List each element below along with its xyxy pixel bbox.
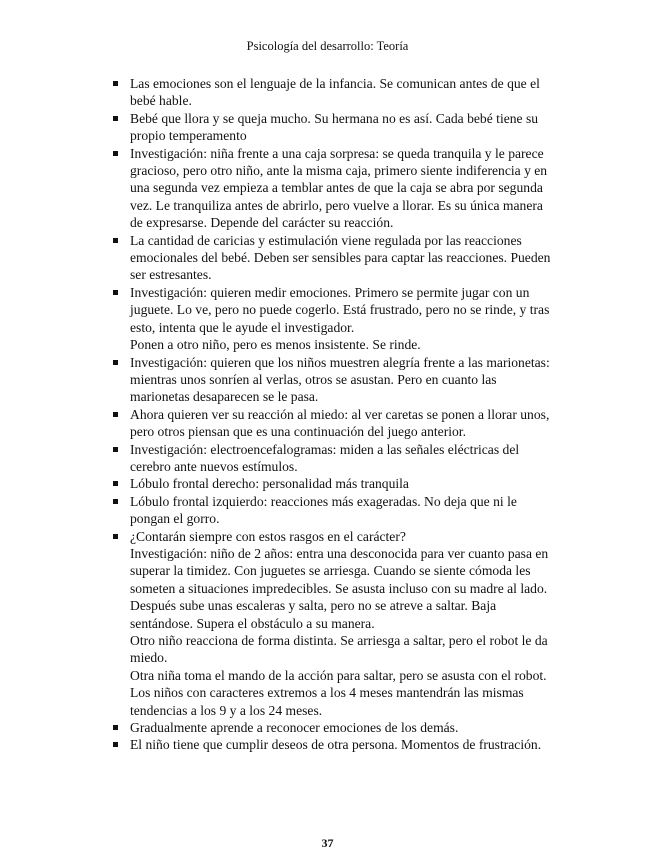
square-bullet-icon	[113, 534, 118, 539]
square-bullet-icon	[113, 725, 118, 730]
bullet-text: Otro niño reacciona de forma distinta. Se arriesga a saltar, pero el robot le da miedo.	[130, 633, 548, 666]
bullet-text: Investigación: quieren que los niños muestren alegría frente a las marionetas: mientras unos sonríen al verlas, otros se asustan. Pero en cuanto las marionetas desaparecen se le pasa.	[130, 354, 550, 405]
bullet-item	[112, 284, 552, 354]
bullet-text: Investigación: niño de 2 años: entra una desconocida para ver cuanto pasa en superar la timidez. Con juguetes se arriesga. Cuando se siente cómoda les someten a situaciones impredecibles. Se asusta incluso con su madre al lado. Después sube unas escaleras y salta, pero no se atreve a saltar. Baja sentándose. Supera el obstáculo a su manera.	[130, 545, 549, 631]
square-bullet-icon	[113, 742, 118, 747]
square-bullet-icon	[113, 360, 118, 365]
bullet-text: Investigación: electroencefalogramas: miden a las señales eléctricas del cerebro ante nuevos estímulos.	[130, 441, 520, 474]
bullet-text: Ahora quieren ver su reacción al miedo: al ver caretas se ponen a llorar unos, pero otros piensan que es una continuación del juego anterior.	[130, 406, 550, 440]
page-content	[112, 75, 552, 754]
bullet-list	[112, 75, 552, 754]
bullet-item	[112, 719, 552, 736]
square-bullet-icon	[113, 499, 118, 504]
bullet-item	[112, 736, 552, 753]
square-bullet-icon	[113, 151, 118, 156]
bullet-text: Ponen a otro niño, pero es menos insistente. Se rinde.	[130, 337, 421, 353]
bullet-text: Investigación: niña frente a una caja sorpresa: se queda tranquila y le parece gracioso, pero otro niño, ante la misma caja, primero siente indiferencia y en una segunda vez empieza a temblar antes de que la caja se abra por segunda vez. Le tranquiliza antes de abrirlo, pero vuelve a llorar. Es su única manera de expresarse. Depende del carácter su reacción.	[130, 145, 548, 231]
page-header: Psicología del desarrollo: Teoría	[246, 39, 409, 53]
square-bullet-icon	[113, 412, 118, 417]
bullet-text: El niño tiene que cumplir deseos de otra persona. Momentos de frustración.	[130, 737, 542, 753]
bullet-item	[112, 493, 552, 528]
square-bullet-icon	[113, 116, 118, 121]
bullet-item	[112, 110, 552, 145]
bullet-item	[112, 528, 552, 719]
square-bullet-icon	[113, 290, 118, 295]
bullet-text: Lóbulo frontal derecho: personalidad más tranquila	[130, 476, 409, 492]
bullet-item	[112, 145, 552, 232]
square-bullet-icon	[113, 447, 118, 452]
bullet-text: Las emociones son el lenguaje de la infancia. Se comunican antes de que el bebé hable.	[130, 76, 540, 109]
bullet-item	[112, 406, 552, 441]
bullet-text: ¿Contarán siempre con estos rasgos en el carácter?	[130, 528, 406, 544]
bullet-item	[112, 354, 552, 406]
bullet-text: Los niños con caracteres extremos a los 4 meses mantendrán las mismas tendencias a los 9 y a los 24 meses.	[130, 685, 524, 718]
bullet-text: Lóbulo frontal izquierdo: reacciones más exageradas. No deja que ni le pongan el gorro.	[130, 493, 517, 527]
square-bullet-icon	[113, 481, 118, 486]
bullet-item	[112, 232, 552, 284]
square-bullet-icon	[113, 81, 118, 86]
bullet-text: Gradualmente aprende a reconocer emociones de los demás.	[130, 720, 459, 736]
bullet-text: La cantidad de caricias y estimulación viene regulada por las reacciones emocionales del bebé. Deben ser sensibles para captar las reacciones. Pueden ser estresantes.	[130, 232, 551, 283]
bullet-item	[112, 475, 552, 492]
bullet-item	[112, 75, 552, 110]
bullet-text: Otra niña toma el mando de la acción para saltar, pero se asusta con el robot.	[130, 667, 547, 683]
bullet-text: Bebé que llora y se queja mucho. Su hermana no es así. Cada bebé tiene su propio temperamento	[130, 110, 539, 144]
bullet-item	[112, 441, 552, 476]
square-bullet-icon	[113, 238, 118, 243]
bullet-text: Investigación: quieren medir emociones. Primero se permite jugar con un juguete. Lo ve, pero no puede cogerlo. Está frustrado, pero no se rinde, y tras esto, intenta que le ayude el investigador.	[130, 284, 550, 335]
page-number: 37	[321, 836, 334, 850]
